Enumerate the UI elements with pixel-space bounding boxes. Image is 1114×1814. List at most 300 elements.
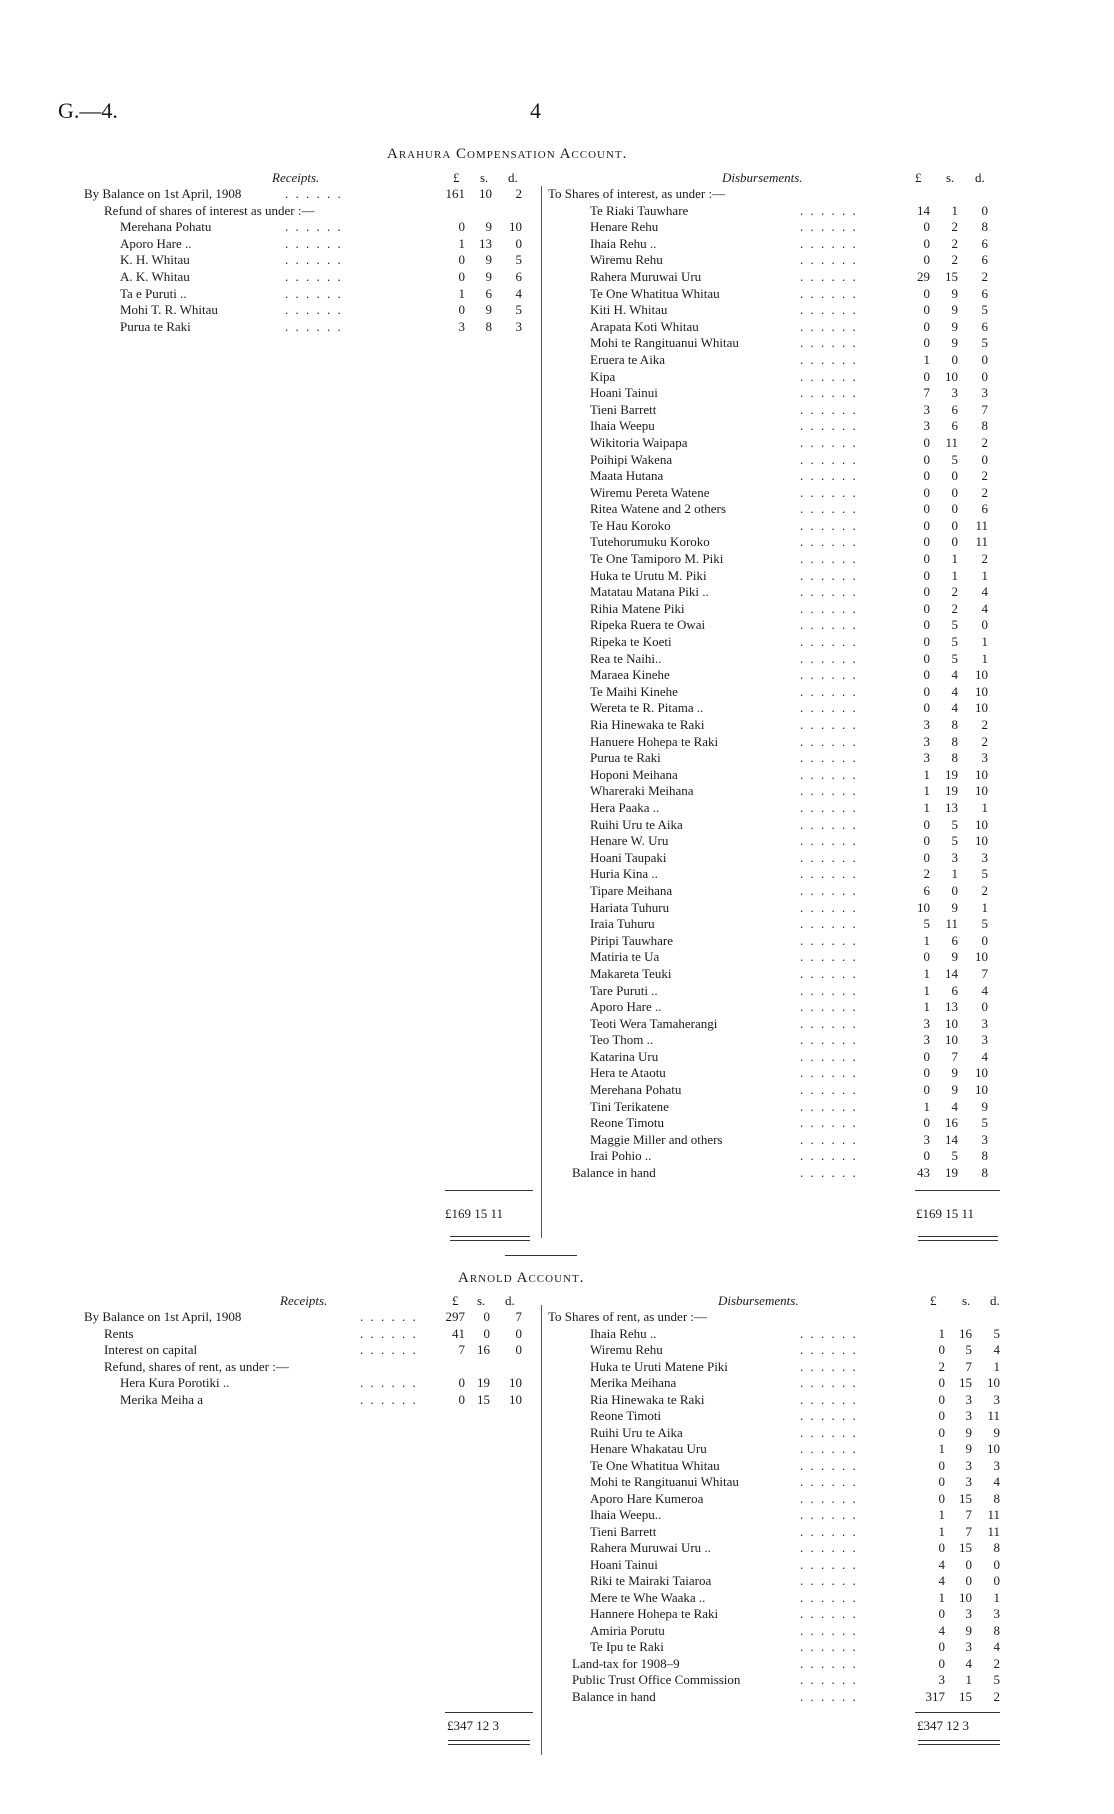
row-label: Purua te Raki — [590, 750, 661, 766]
amount-shillings: 2 — [951, 600, 958, 616]
amount-pence: 8 — [981, 1165, 988, 1181]
table-row — [0, 302, 1114, 319]
leader-dots: . . . . . . — [800, 1688, 858, 1704]
amount-shillings: 0 — [965, 1556, 972, 1572]
amount-pounds: 7 — [923, 385, 930, 401]
amount-pounds: 1 — [923, 982, 930, 998]
row-label: Henare W. Uru — [590, 833, 669, 849]
amount-pence: 0 — [981, 999, 988, 1015]
amount-pounds: 0 — [923, 667, 930, 683]
amount-shillings: 9 — [951, 302, 958, 318]
amount-shillings: 11 — [945, 434, 958, 450]
amount-shillings: 4 — [951, 683, 958, 699]
row-label: Hera te Ataotu — [590, 1065, 666, 1081]
amount-pounds: 3 — [923, 1015, 930, 1031]
leader-dots: . . . . . . — [800, 1408, 858, 1423]
amount-pounds: 3 — [938, 1672, 945, 1687]
row-label: Hannere Hohepa te Raki — [590, 1606, 719, 1621]
amount-pounds: 1 — [923, 799, 930, 815]
amount-shillings: 0 — [951, 882, 958, 898]
amount-pounds: 0 — [923, 252, 930, 268]
leader-dots: . . . . . . — [800, 584, 858, 600]
table-row — [0, 1392, 1114, 1409]
table-row — [0, 1016, 1114, 1033]
amount-pence: 11 — [987, 1408, 1000, 1423]
row-label: Maggie Miller and others — [590, 1131, 723, 1147]
leader-dots: . . . . . . — [800, 351, 858, 367]
leader-dots: . . . . . . — [800, 484, 858, 500]
row-label: Hera Paaka .. — [590, 799, 660, 815]
arahura-receipts-label: Receipts. — [272, 170, 320, 185]
row-label: To Shares of interest, as under :— — [548, 186, 726, 201]
amount-pence: 2 — [981, 468, 988, 484]
table-row — [0, 551, 1114, 568]
amount-shillings: 9 — [965, 1622, 972, 1638]
leader-dots: . . . . . . — [800, 252, 858, 268]
table-row — [0, 1049, 1114, 1066]
amount-pounds: 0 — [458, 1391, 465, 1407]
amount-shillings: 8 — [951, 717, 958, 732]
arahura-title: Arahura Compensation Account. — [387, 146, 628, 162]
arnold-title: Arnold Account. — [458, 1270, 585, 1286]
row-label: Merehana Pohatu — [590, 1082, 682, 1098]
amount-pence: 7 — [981, 965, 988, 981]
amount-shillings: 10 — [945, 368, 958, 384]
leader-dots: . . . . . . — [800, 717, 858, 732]
table-row — [0, 1557, 1114, 1574]
amount-pence: 9 — [981, 1098, 988, 1114]
row-label: Whareraki Meihana — [590, 783, 694, 799]
amount-pence: 5 — [981, 916, 988, 932]
amount-pounds: 3 — [923, 717, 930, 732]
row-label: Purua te Raki — [120, 318, 191, 334]
leader-dots: . . . . . . — [800, 1655, 858, 1671]
amount-pence: 3 — [981, 750, 988, 766]
leader-dots: . . . . . . — [800, 401, 858, 417]
amount-pence: 6 — [981, 501, 988, 517]
amount-shillings: 14 — [945, 1131, 958, 1147]
amount-pounds: 3 — [923, 1032, 930, 1048]
amount-pounds: 3 — [923, 418, 930, 434]
row-label: Ihaia Rehu .. — [590, 1325, 657, 1341]
table-row — [0, 1507, 1114, 1524]
amount-pounds: 0 — [923, 683, 930, 699]
amount-pence: 10 — [975, 766, 988, 782]
arnold-disb-total-rule — [915, 1712, 1000, 1713]
row-label: Interest on capital — [104, 1342, 198, 1357]
row-label: Wiremu Rehu — [590, 1342, 663, 1357]
amount-pounds: 0 — [923, 617, 930, 633]
leader-dots: . . . . . . — [800, 965, 858, 981]
row-label: Huka te Uruti Matene Piki — [590, 1358, 728, 1374]
row-label: Mohi T. R. Whitau — [120, 302, 218, 318]
amount-shillings: 9 — [485, 219, 492, 235]
table-row — [0, 966, 1114, 983]
row-label: Iraia Tuhuru — [590, 916, 655, 932]
table-row — [0, 1099, 1114, 1116]
table-row — [0, 468, 1114, 485]
amount-pounds: 0 — [923, 816, 930, 832]
amount-pence: 2 — [981, 434, 988, 450]
amount-pounds: 0 — [458, 268, 465, 284]
amount-pence: 10 — [509, 1391, 522, 1407]
arnold-disb-double-rule-2 — [918, 1744, 1000, 1745]
amount-pounds: 0 — [923, 368, 930, 384]
table-row — [0, 850, 1114, 867]
leader-dots: . . . . . . — [800, 1098, 858, 1114]
amount-pence: 6 — [981, 252, 988, 268]
leader-dots: . . . . . . — [800, 1639, 858, 1654]
amount-shillings: 7 — [965, 1523, 972, 1539]
amount-pounds: 43 — [917, 1165, 930, 1181]
amount-shillings: 5 — [951, 1148, 958, 1164]
amount-pounds: 1 — [938, 1523, 945, 1539]
table-row — [0, 717, 1114, 734]
amount-pounds: 5 — [923, 916, 930, 932]
amount-shillings: 5 — [951, 617, 958, 633]
row-label: Mohi te Rangituanui Whitau — [590, 335, 739, 351]
amount-shillings: 0 — [951, 517, 958, 533]
table-row — [0, 1342, 1114, 1359]
table-row — [0, 568, 1114, 585]
table-row — [0, 783, 1114, 800]
amount-pounds: 2 — [923, 866, 930, 882]
row-label: Reone Timotu — [590, 1115, 665, 1131]
table-row — [0, 949, 1114, 966]
amount-pounds: 0 — [923, 949, 930, 965]
amount-shillings: 11 — [945, 916, 958, 932]
leader-dots: . . . . . . — [800, 418, 858, 434]
leader-dots: . . . . . . — [800, 517, 858, 533]
leader-dots: . . . . . . — [285, 186, 343, 201]
leader-dots: . . . . . . — [800, 1065, 858, 1081]
amount-pence: 2 — [981, 733, 988, 749]
amount-pounds: 1 — [923, 351, 930, 367]
row-label: Tini Terikatene — [590, 1098, 669, 1114]
table-row — [0, 584, 1114, 601]
leader-dots: . . . . . . — [800, 1131, 858, 1147]
amount-pence: 10 — [975, 816, 988, 832]
amount-pence: 10 — [975, 683, 988, 699]
table-row — [0, 1573, 1114, 1590]
table-row — [0, 286, 1114, 303]
amount-pounds: 1 — [923, 965, 930, 981]
amount-pence: 4 — [993, 1639, 1000, 1654]
row-label: Wereta te R. Pitama .. — [590, 700, 704, 716]
row-label: Ripeka Ruera te Owai — [590, 617, 706, 633]
amount-pounds: 0 — [923, 451, 930, 467]
amount-shillings: 9 — [965, 1424, 972, 1440]
amount-pounds: 3 — [923, 733, 930, 749]
amount-pence: 7 — [515, 1309, 522, 1324]
table-row — [0, 518, 1114, 535]
leader-dots: . . . . . . — [800, 999, 858, 1015]
table-row — [0, 1540, 1114, 1557]
amount-pounds: 1 — [923, 932, 930, 948]
amount-shillings: 19 — [477, 1375, 490, 1390]
amount-pence: 0 — [993, 1556, 1000, 1572]
row-label: Ihaia Weepu.. — [590, 1507, 662, 1522]
leader-dots: . . . . . . — [800, 1573, 858, 1588]
amount-pence: 8 — [993, 1622, 1000, 1638]
row-label: Kipa — [590, 368, 616, 384]
arnold-receipts-total: £347 12 3 — [447, 1718, 499, 1733]
row-label: Wiremu Rehu — [590, 252, 663, 268]
row-label: Ta e Puruti .. — [120, 285, 187, 301]
leader-dots: . . . . . . — [800, 816, 858, 832]
amount-pounds: 0 — [923, 833, 930, 849]
amount-pounds: 3 — [923, 1131, 930, 1147]
leader-dots: . . . . . . — [800, 318, 858, 334]
amount-pounds: 0 — [938, 1375, 945, 1390]
row-label: Teo Thom .. — [590, 1032, 654, 1048]
leader-dots: . . . . . . — [360, 1375, 418, 1390]
amount-pence: 3 — [993, 1391, 1000, 1407]
table-row — [0, 319, 1114, 336]
row-label: Hoani Tainui — [590, 1556, 658, 1572]
row-label: Kiti H. Whitau — [590, 302, 668, 318]
row-label: Tutehorumuku Koroko — [590, 534, 710, 550]
table-row — [0, 501, 1114, 518]
amount-shillings: 19 — [945, 783, 958, 799]
row-label: Te Maihi Kinehe — [590, 683, 678, 699]
amount-pence: 2 — [993, 1655, 1000, 1671]
row-label: Mohi te Rangituanui Whitau — [590, 1474, 739, 1489]
amount-pounds: 0 — [938, 1540, 945, 1555]
amount-pence: 2 — [515, 186, 522, 201]
row-label: To Shares of rent, as under :— — [548, 1309, 708, 1324]
leader-dots: . . . . . . — [800, 949, 858, 965]
table-row — [0, 402, 1114, 419]
table-row — [0, 1082, 1114, 1099]
table-row — [0, 1441, 1114, 1458]
row-label: Aporo Hare .. — [120, 235, 192, 251]
amount-pounds: 0 — [923, 534, 930, 550]
arnold-receipts-double-rule-1 — [448, 1740, 530, 1741]
amount-pounds: 1 — [923, 783, 930, 799]
leader-dots: . . . . . . — [800, 667, 858, 683]
leader-dots: . . . . . . — [800, 617, 858, 633]
amount-pounds: 1 — [938, 1325, 945, 1341]
amount-shillings: 16 — [959, 1325, 972, 1341]
arnold-receipts-label: Receipts. — [280, 1293, 328, 1308]
amount-pounds: 0 — [923, 302, 930, 318]
row-label: Rea te Naihi.. — [590, 650, 662, 666]
row-label: Hera Kura Porotiki .. — [120, 1375, 230, 1390]
amount-pence: 3 — [981, 849, 988, 865]
table-row — [0, 452, 1114, 469]
amount-shillings: 16 — [945, 1115, 958, 1131]
amount-shillings: 7 — [951, 1048, 958, 1064]
amount-pounds: 29 — [917, 268, 930, 284]
leader-dots: . . . . . . — [800, 1032, 858, 1048]
leader-dots: . . . . . . — [800, 551, 858, 567]
row-label: Henare Whakatau Uru — [590, 1441, 707, 1456]
amount-shillings: 4 — [951, 667, 958, 683]
leader-dots: . . . . . . — [800, 1342, 858, 1357]
amount-pounds: 0 — [923, 434, 930, 450]
row-label: Aporo Hare Kumeroa — [590, 1490, 704, 1506]
amount-pounds: 0 — [923, 468, 930, 484]
amount-pence: 1 — [981, 650, 988, 666]
leader-dots: . . . . . . — [800, 866, 858, 882]
page-ref: G.—4. — [58, 98, 118, 123]
leader-dots: . . . . . . — [360, 1342, 418, 1357]
amount-pounds: 0 — [923, 1148, 930, 1164]
table-row — [0, 369, 1114, 386]
leader-dots: . . . . . . — [800, 683, 858, 699]
amount-pence: 4 — [981, 584, 988, 600]
table-row — [0, 900, 1114, 917]
amount-shillings: 1 — [965, 1672, 972, 1687]
row-label: Aporo Hare .. — [590, 999, 662, 1015]
table-row — [0, 1165, 1114, 1182]
row-label: Hoani Tainui — [590, 385, 658, 401]
amount-shillings: 2 — [951, 252, 958, 268]
leader-dots: . . . . . . — [285, 318, 343, 334]
amount-pence: 2 — [981, 717, 988, 732]
row-label: Ihaia Weepu — [590, 418, 655, 434]
leader-dots: . . . . . . — [800, 302, 858, 318]
leader-dots: . . . . . . — [800, 1015, 858, 1031]
table-row — [0, 186, 1114, 203]
amount-shillings: 3 — [965, 1639, 972, 1654]
row-label: Poihipi Wakena — [590, 451, 673, 467]
amount-pence: 5 — [515, 252, 522, 268]
leader-dots: . . . . . . — [800, 1523, 858, 1539]
amount-pounds: 0 — [938, 1457, 945, 1473]
row-label: Rihia Matene Piki — [590, 600, 685, 616]
table-row — [0, 1032, 1114, 1049]
amount-pounds: 0 — [458, 1375, 465, 1390]
leader-dots: . . . . . . — [800, 501, 858, 517]
row-label: Tieni Barrett — [590, 401, 657, 417]
leader-dots: . . . . . . — [800, 1391, 858, 1407]
table-row — [0, 933, 1114, 950]
amount-shillings: 0 — [951, 351, 958, 367]
amount-shillings: 10 — [479, 186, 492, 201]
row-label: Wiremu Pereta Watene — [590, 484, 710, 500]
amount-shillings: 0 — [951, 534, 958, 550]
amount-shillings: 3 — [951, 849, 958, 865]
table-row — [0, 1458, 1114, 1475]
amount-pence: 0 — [981, 932, 988, 948]
amount-pounds: 0 — [458, 302, 465, 318]
leader-dots: . . . . . . — [800, 916, 858, 932]
amount-pounds: 1 — [458, 285, 465, 301]
table-row — [0, 1491, 1114, 1508]
leader-dots: . . . . . . — [800, 1540, 858, 1555]
row-label: Ihaia Rehu .. — [590, 235, 657, 251]
amount-pounds: 0 — [458, 252, 465, 268]
arahura-disbursements-label: Disbursements. — [722, 170, 803, 185]
amount-pounds: 1 — [923, 999, 930, 1015]
arnold-receipts-pound-head: £ — [452, 1293, 459, 1308]
amount-pounds: 0 — [938, 1655, 945, 1671]
amount-pence: 11 — [975, 534, 988, 550]
row-label: Matiria te Ua — [590, 949, 660, 965]
table-row — [0, 534, 1114, 551]
table-row — [0, 1524, 1114, 1541]
amount-shillings: 4 — [951, 1098, 958, 1114]
arnold-receipts-double-rule-2 — [448, 1744, 530, 1745]
leader-dots: . . . . . . — [800, 1457, 858, 1473]
amount-pence: 1 — [993, 1358, 1000, 1374]
row-label: Amiria Porutu — [590, 1622, 665, 1638]
arahura-disb-pound-head: £ — [915, 170, 922, 185]
amount-shillings: 9 — [951, 1065, 958, 1081]
amount-pounds: 41 — [452, 1325, 465, 1341]
table-row — [0, 1309, 1114, 1326]
amount-pence: 4 — [993, 1342, 1000, 1357]
amount-pounds: 0 — [923, 600, 930, 616]
amount-pence: 10 — [975, 700, 988, 716]
amount-shillings: 0 — [951, 484, 958, 500]
amount-pounds: 0 — [923, 501, 930, 517]
table-row — [0, 418, 1114, 435]
amount-pounds: 4 — [938, 1622, 945, 1638]
amount-pounds: 0 — [923, 1115, 930, 1131]
amount-pounds: 0 — [923, 517, 930, 533]
leader-dots: . . . . . . — [800, 1556, 858, 1572]
amount-pence: 4 — [981, 1048, 988, 1064]
amount-pounds: 0 — [923, 335, 930, 351]
amount-pence: 10 — [975, 1082, 988, 1098]
amount-pence: 11 — [987, 1523, 1000, 1539]
arnold-disb-s-head: s. — [962, 1293, 971, 1308]
leader-dots: . . . . . . — [800, 1441, 858, 1456]
arahura-divider — [541, 186, 542, 1238]
row-label: Riki te Mairaki Taiaroa — [590, 1573, 712, 1588]
amount-pounds: 3 — [923, 750, 930, 766]
arnold-divider — [541, 1305, 542, 1755]
table-row — [0, 485, 1114, 502]
leader-dots: . . . . . . — [800, 1606, 858, 1621]
amount-pence: 8 — [981, 219, 988, 235]
amount-pence: 2 — [993, 1688, 1000, 1704]
amount-pounds: 0 — [938, 1490, 945, 1506]
amount-shillings: 0 — [951, 501, 958, 517]
amount-pence: 0 — [981, 368, 988, 384]
amount-shillings: 19 — [945, 1165, 958, 1181]
amount-shillings: 15 — [945, 268, 958, 284]
amount-pounds: 0 — [938, 1474, 945, 1489]
amount-pence: 10 — [509, 219, 522, 235]
leader-dots: . . . . . . — [360, 1325, 418, 1341]
table-row — [0, 700, 1114, 717]
leader-dots: . . . . . . — [800, 1507, 858, 1522]
amount-pence: 11 — [975, 517, 988, 533]
row-label: Hoponi Meihana — [590, 766, 678, 782]
amount-pounds: 0 — [923, 235, 930, 251]
amount-shillings: 8 — [485, 318, 492, 334]
amount-pounds: 6 — [923, 882, 930, 898]
row-label: Maraea Kinehe — [590, 667, 670, 683]
amount-shillings: 3 — [965, 1606, 972, 1621]
amount-shillings: 9 — [951, 899, 958, 915]
table-row — [0, 767, 1114, 784]
amount-shillings: 9 — [951, 1082, 958, 1098]
amount-shillings: 3 — [965, 1391, 972, 1407]
leader-dots: . . . . . . — [285, 285, 343, 301]
amount-pounds: 1 — [938, 1441, 945, 1456]
leader-dots: . . . . . . — [285, 302, 343, 318]
amount-shillings: 9 — [951, 335, 958, 351]
amount-pence: 5 — [993, 1325, 1000, 1341]
row-label: Huka te Urutu M. Piki — [590, 567, 707, 583]
table-row — [0, 1639, 1114, 1656]
amount-pence: 10 — [987, 1441, 1000, 1456]
